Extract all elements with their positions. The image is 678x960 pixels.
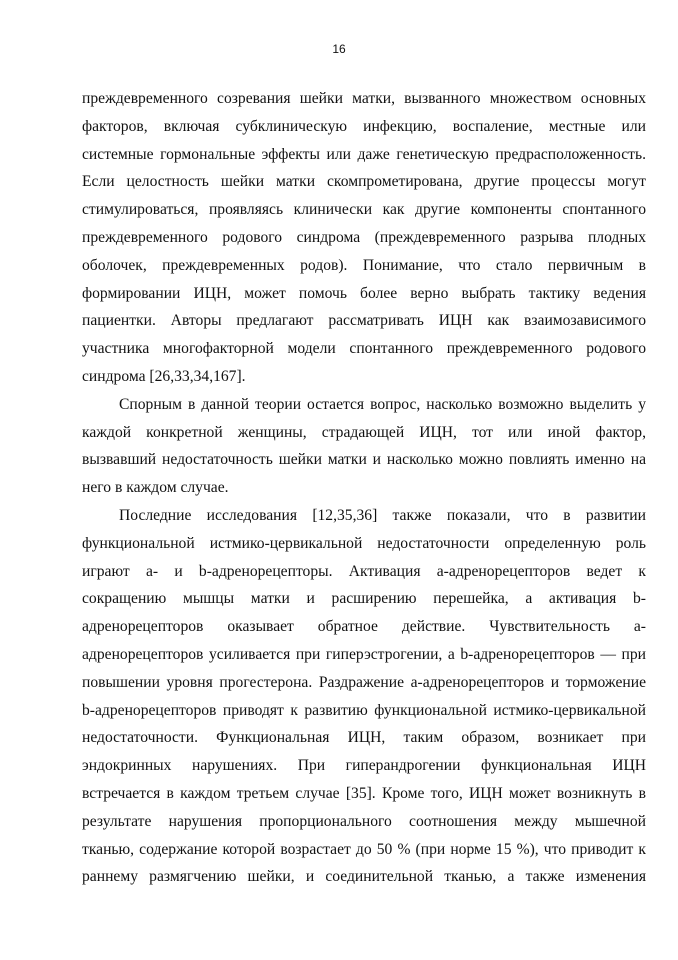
text-line: системные гормональные эффекты или даже генетическую предрасположенность. bbox=[82, 145, 646, 163]
text-line: оболочек, преждевременных родов). Понимание, что стало первичным в bbox=[82, 256, 646, 274]
text-line: играют a- и b-адренорецепторы. Активация a-адренорецепторов ведет к bbox=[82, 562, 646, 580]
text-line: формировании ИЦН, может помочь более верно выбрать тактику ведения bbox=[82, 284, 646, 302]
text-line: адренорецепторов усиливается при гиперэстрогении, а b-адренорецепторов — при bbox=[82, 645, 646, 663]
text-line: каждой конкретной женщины, страдающей ИЦН, тот или иной фактор, bbox=[82, 423, 646, 441]
text-line: преждевременного созревания шейки матки, вызванного множеством основных bbox=[82, 90, 646, 107]
body-text bbox=[82, 85, 646, 891]
text-line: участника многофакторной модели спонтанного преждевременного родового bbox=[82, 340, 646, 358]
paragraph-2 bbox=[82, 391, 646, 502]
text-line: раннему размягчению шейки, и соединительной тканью, а также изменения bbox=[82, 868, 646, 886]
text-line: сокращению мышцы матки и расширению перешейка, а активация b- bbox=[82, 590, 646, 608]
text-line: недостаточности. Функциональная ИЦН, таким образом, возникает при bbox=[82, 729, 646, 747]
text-line: повышении уровня прогестерона. Раздражение a-адренорецепторов и торможение bbox=[82, 673, 646, 691]
text-line: Если целостность шейки матки скомпрометирована, другие процессы могут bbox=[82, 173, 646, 191]
text-line: встречается в каждом третьем случае [35]. Кроме того, ИЦН может возникнуть в bbox=[82, 784, 646, 802]
text-line: стимулироваться, проявляясь клинически как другие компоненты спонтанного bbox=[82, 201, 646, 219]
text-line: пациентки. Авторы предлагают рассматривать ИЦН как взаимозависимого bbox=[82, 312, 646, 330]
text-line: факторов, включая субклиническую инфекцию, воспаление, местные или bbox=[82, 117, 646, 135]
text-line: тканью, содержание которой возрастает до 50 % (при норме 15 %), что приводит к bbox=[82, 840, 646, 858]
text-line: Последние исследования [12,35,36] также показали, что в развитии bbox=[119, 506, 646, 524]
paragraph-3 bbox=[82, 502, 646, 891]
text-line: Спорным в данной теории остается вопрос, насколько возможно выделить у bbox=[119, 395, 646, 413]
text-line: результате нарушения пропорционального соотношения между мышечной bbox=[82, 812, 646, 830]
page-number: 16 bbox=[332, 42, 346, 56]
text-line: преждевременного родового синдрома (преждевременного разрыва плодных bbox=[82, 228, 646, 246]
text-line: функциональной истмико-цервикальной недостаточности определенную роль bbox=[82, 534, 646, 552]
paragraph-1 bbox=[82, 85, 646, 391]
text-line: b-адренорецепторов приводят к развитию функциональной истмико-цервикальной bbox=[82, 701, 646, 719]
text-line: синдрома [26,33,34,167]. bbox=[82, 367, 246, 385]
text-line: эндокринных нарушениях. При гиперандрогении функциональная ИЦН bbox=[82, 757, 646, 775]
text-line: адренорецепторов оказывает обратное действие. Чувствительность a- bbox=[82, 618, 646, 636]
text-line: него в каждом случае. bbox=[82, 479, 229, 497]
text-line: вызвавший недостаточность шейки матки и насколько можно повлиять именно на bbox=[82, 451, 646, 469]
